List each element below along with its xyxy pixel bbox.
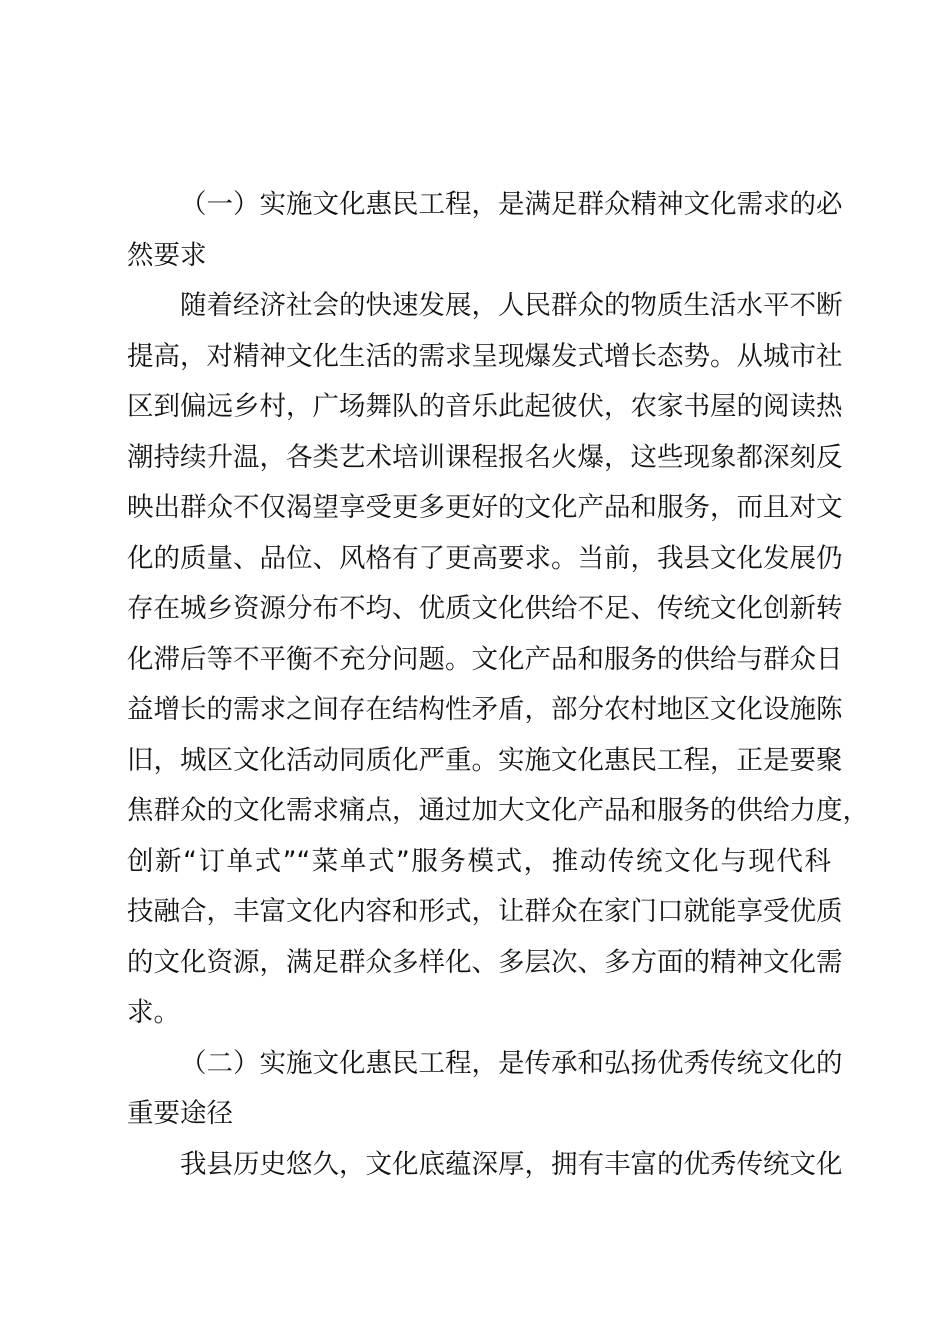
paragraph-line: 焦群众的文化需求痛点，通过加大文化产品和服务的供给力度， [127,795,869,826]
paragraph-line: 映出群众不仅渴望享受更多更好的文化产品和服务，而且对文 [127,492,843,523]
paragraph-line: 求。 [127,997,180,1028]
paragraph-line: 旧，城区文化活动同质化严重。实施文化惠民工程，正是要聚 [127,744,843,776]
paragraph-line: 提高，对精神文化生活的需求呈现爆发式增长态势。从城市社 [127,340,843,372]
document-body [127,180,869,1190]
paragraph-line: 潮持续升温，各类艺术培训课程报名火爆，这些现象都深刻反 [127,441,843,473]
section-2-heading-line-2: 重要途径 [127,1098,233,1129]
paragraph-line: 的文化资源，满足群众多样化、多层次、多方面的精神文化需 [127,946,843,978]
section-1-heading-line-2: 然要求 [127,239,207,271]
paragraph-line: 化的质量、品位、风格有了更高要求。当前，我县文化发展仍 [127,542,843,574]
section-1-heading-line-1: （一）实施文化惠民工程，是满足群众精神文化需求的必 [180,189,843,220]
paragraph-line: 技融合，丰富文化内容和形式，让群众在家门口就能享受优质 [127,896,843,927]
paragraph-line: 创新“订单式”“菜单式”服务模式，推动传统文化与现代科 [127,845,831,877]
section-1-paragraph [127,281,869,1039]
section-1-heading [127,180,843,281]
section-2-paragraph [127,1140,843,1191]
paragraph-line: 我县历史悠久，文化底蕴深厚，拥有丰富的优秀传统文化 [180,1148,843,1180]
paragraph-line: 益增长的需求之间存在结构性矛盾，部分农村地区文化设施陈 [127,694,843,725]
paragraph-line: 区到偏远乡村，广场舞队的音乐此起彼伏，农家书屋的阅读热 [127,391,843,422]
paragraph-line: 存在城乡资源分布不均、优质文化供给不足、传统文化创新转 [127,593,843,624]
section-2-heading-line-1: （二）实施文化惠民工程，是传承和弘扬优秀传统文化的 [180,1047,843,1079]
paragraph-line: 随着经济社会的快速发展，人民群众的物质生活水平不断 [180,290,843,321]
section-2-heading [127,1039,843,1140]
paragraph-line: 化滞后等不平衡不充分问题。文化产品和服务的供给与群众日 [127,643,843,675]
